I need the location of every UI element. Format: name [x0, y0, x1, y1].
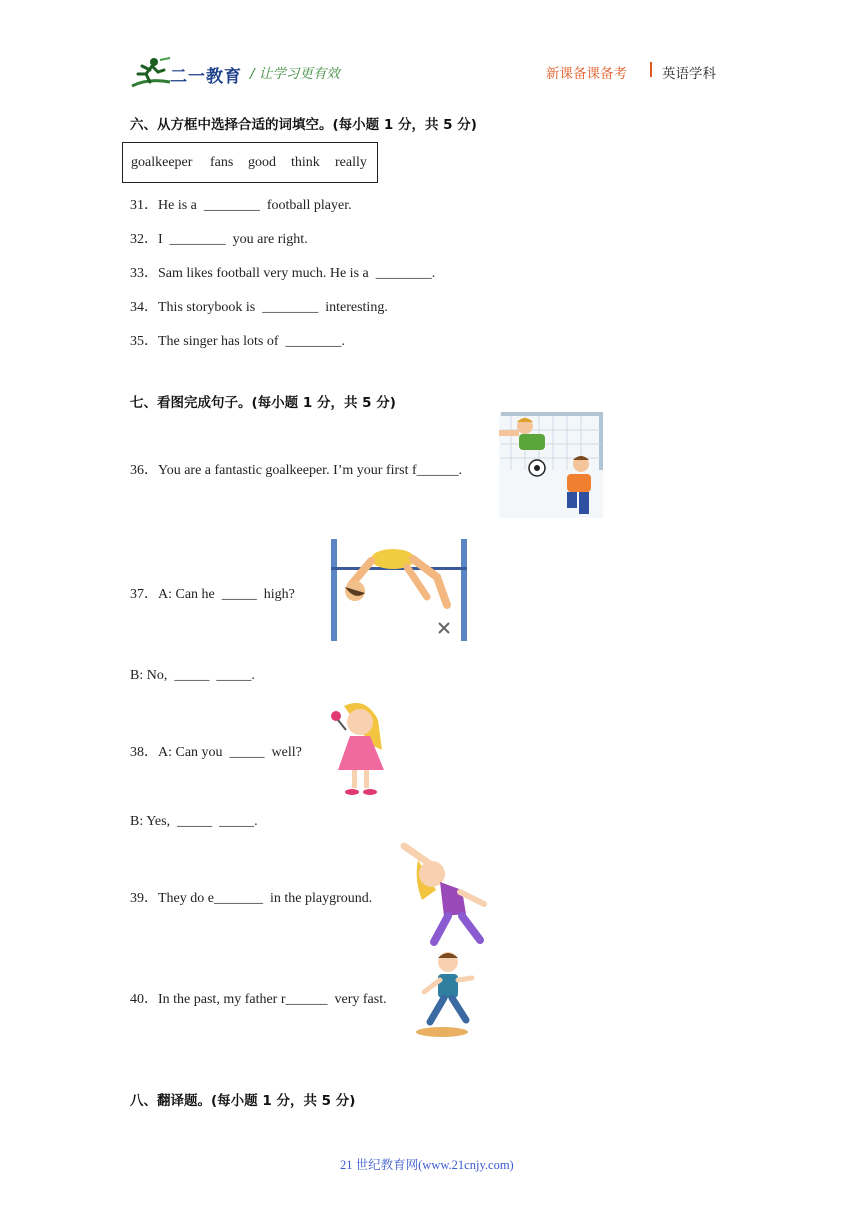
question-34: 34．This storybook is ________ interesting.	[130, 300, 388, 315]
question-32: 32．I ________ you are right.	[130, 232, 308, 247]
question-39: 39．They do e_______ in the playground.	[130, 891, 373, 906]
header-divider	[650, 62, 652, 77]
header-tagline: 新课备课备考	[546, 66, 627, 82]
header-subject: 英语学科	[662, 66, 716, 82]
exercise-girl-picture	[400, 840, 492, 948]
section-7-title: 七、看图完成句子。(每小题 1 分，共 5 分)	[130, 395, 396, 411]
question-40: 40．In the past, my father r______ very fast.	[130, 992, 387, 1007]
question-38-a: 38．A: Can you _____ well?	[130, 745, 302, 760]
word-item: good	[248, 155, 276, 170]
footer-link[interactable]: 21 世纪教育网(www.21cnjy.com)	[340, 1158, 514, 1172]
question-35: 35．The singer has lots of ________.	[130, 334, 346, 349]
question-36: 36．You are a fantastic goalkeeper. I’m your first f______.	[130, 463, 463, 478]
word-item: fans	[210, 155, 234, 170]
word-box	[122, 142, 378, 183]
singing-girl-picture	[326, 700, 392, 796]
high-jump-picture	[327, 537, 471, 643]
section-8-title: 八、翻译题。(每小题 1 分，共 5 分)	[130, 1093, 356, 1109]
question-33: 33．Sam likes football very much. He is a ________.	[130, 266, 436, 281]
question-37-a: 37．A: Can he _____ high?	[130, 587, 295, 602]
word-item: goalkeeper	[131, 155, 193, 170]
word-item: think	[291, 155, 320, 170]
slogan: / 让学习更有效	[250, 66, 340, 82]
soccer-goal-picture	[497, 410, 605, 520]
running-boy-picture	[414, 948, 478, 1038]
question-38-b: B: Yes, _____ _____.	[130, 814, 258, 829]
question-31: 31．He is a ________ football player.	[130, 198, 352, 213]
section-6-title: 六、从方框中选择合适的词填空。(每小题 1 分，共 5 分)	[130, 117, 477, 133]
runner-logo-icon	[130, 56, 174, 90]
logo-text: 二一教育	[170, 67, 242, 87]
question-37-b: B: No, _____ _____.	[130, 668, 255, 683]
word-item: really	[335, 155, 367, 170]
